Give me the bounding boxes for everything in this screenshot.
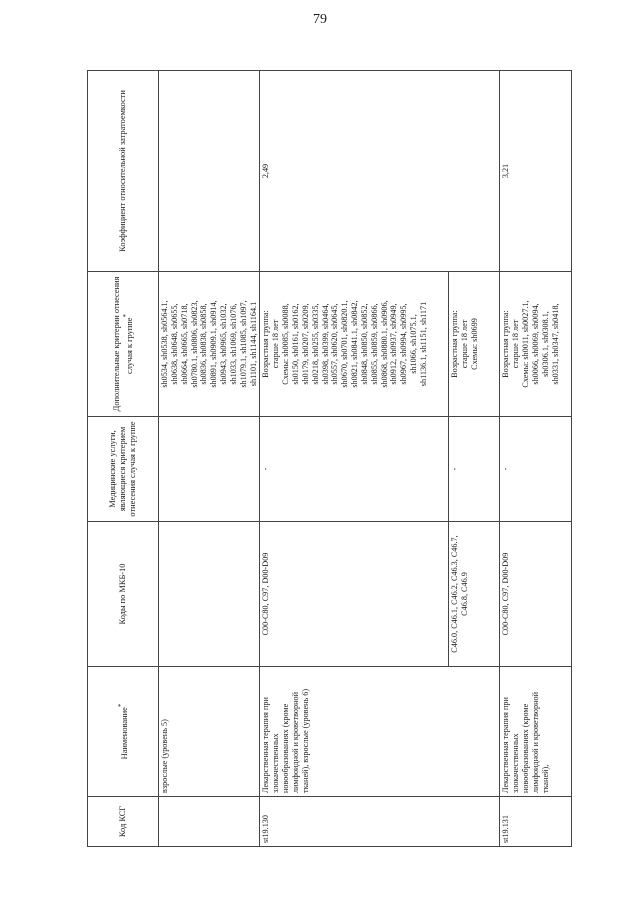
cell-name: Лекарственная терапия при злокачественных новообразованиях (кроме лимфоидной и кроветворной тканей), [500, 667, 572, 797]
cell-coef [159, 71, 260, 272]
cell-code: st19.131 [500, 797, 572, 847]
table-row [260, 71, 449, 847]
cell-criteria: Возрастная группа: старше 18 лет Схемы: sh0699 [449, 272, 500, 417]
cell-coef: 2,49 [260, 71, 500, 272]
rotated-table-container [87, 71, 609, 847]
header-criteria: Дополнительные критерии отнесения случая к группе* [88, 272, 159, 417]
cell-name: взрослые (уровень 5) [159, 667, 260, 797]
table-row [500, 71, 572, 847]
header-icd: Коды по МКБ-10 [88, 522, 159, 667]
header-services: Медицинские услуги, являющиеся критерием отнесения случая к группе [88, 417, 159, 522]
ksg-table [87, 70, 572, 847]
cell-icd [159, 522, 260, 667]
cell-code: st19.130 [260, 797, 500, 847]
cell-coef: 3,21 [500, 71, 572, 272]
cell-code [159, 797, 260, 847]
cell-criteria: Возрастная группа: старше 18 лет Схемы: sh0011, sh0027.1, sh0066, sh0069, sh0094, sh0306.1, sh0308.1, sh0331, sh0347, sh0418, [500, 272, 572, 417]
cell-icd: C46.0, C46.1, C46.2, C46.3, C46.7, C46.8, C46.9 [449, 522, 500, 667]
header-code: Код КСГ [88, 797, 159, 847]
cell-icd: C00-C80, C97, D00-D09 [500, 522, 572, 667]
header-name: Наименование* [88, 667, 159, 797]
cell-criteria: sh0534, sh0538, sh0564.1, sh0638, sh0648, sh0655, sh0664, sh0665, sh0718, sh0780.1, sh0806, sh0823, sh0836, sh0838, sh0858, sh0891, sh0909.1, sh0914, sh0943, sh0965, sh1032, sh1033, sh1069, sh1076, sh1079.1, sh1085, sh1097, sh1101, sh1144, sh1164.1 [159, 272, 260, 417]
cell-services: - [260, 417, 449, 522]
cell-services [159, 417, 260, 522]
cell-criteria: Возрастная группа: старше 18 лет Схемы: sh0085, sh0088, sh0150, sh0161, sh0162, sh0179, sh0207, sh0209, sh0218, sh0255, sh0335, sh0398, sh0399, sh0464, sh0557, sh0620, sh0645, sh0670, sh0701, sh0820.1, sh0821, sh0841.1, sh0842, sh0848, sh0850, sh0852, sh0855, sh0859, sh0866, sh0868, sh0880.1, sh0906, sh0912, sh0937, sh0949, sh0967, sh0994, sh0995, sh1066, sh1075.1, sh1136.1, sh1151, sh1171 [260, 272, 449, 417]
page-number: 79 [313, 12, 327, 27]
cell-name: Лекарственная терапия при злокачественных новообразованиях (кроме лимфоидной и кроветворной тканей), взрослые (уровень 6) [260, 667, 500, 797]
cell-icd: C00-C80, C97, D00-D09 [260, 522, 449, 667]
cell-services: - [449, 417, 500, 522]
table-header-row [88, 71, 159, 847]
header-coef: Коэффициент относительной затратоемкости [88, 71, 159, 272]
cell-services: - [500, 417, 572, 522]
table-row [159, 71, 260, 847]
